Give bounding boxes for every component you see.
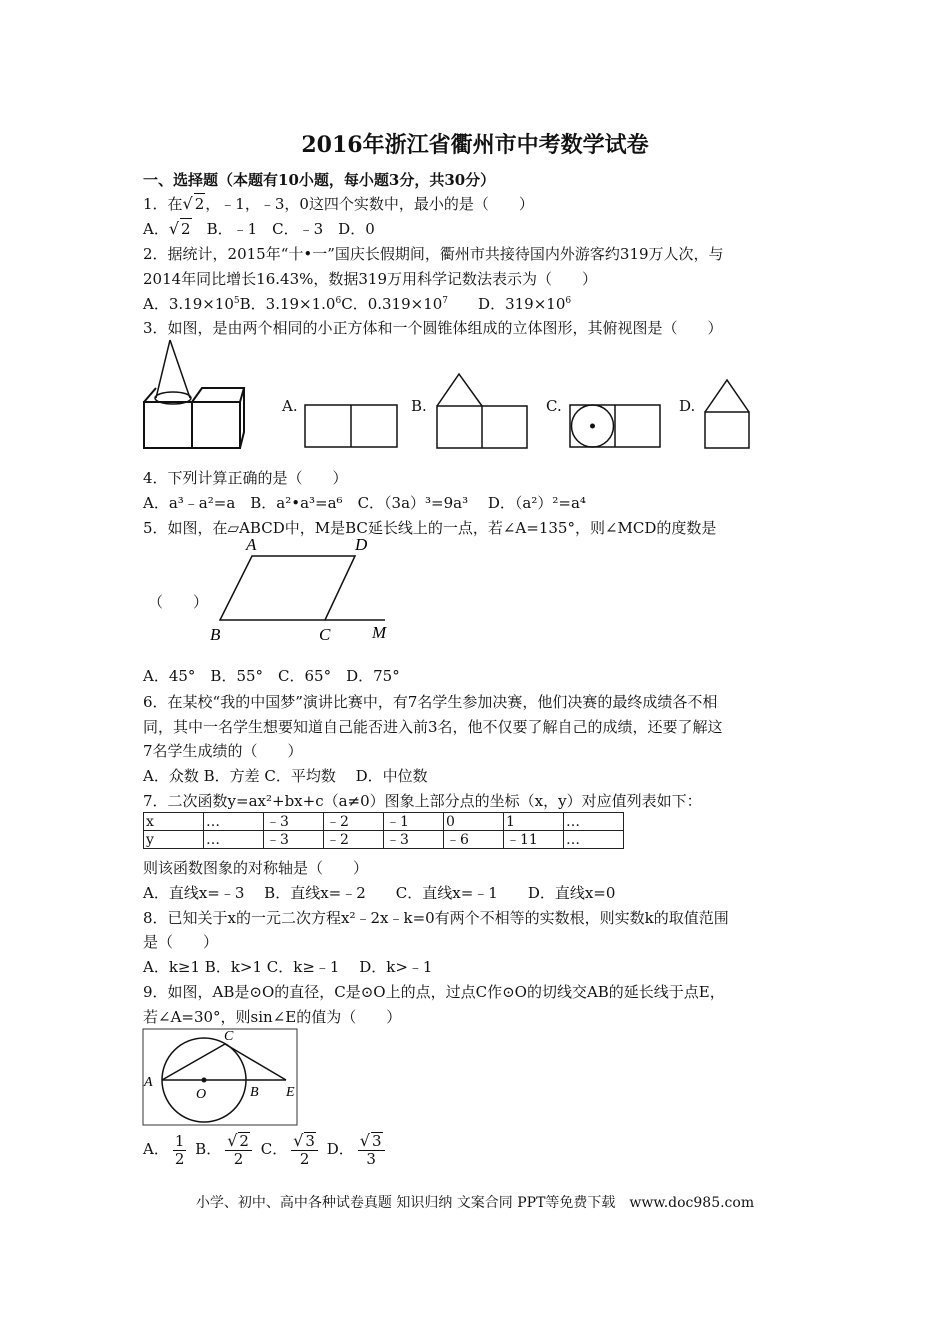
point-label-b: B xyxy=(250,1085,259,1100)
q3-solid-figure xyxy=(140,336,250,452)
question-1-options: A．√ 2 B．﹣1 C．﹣3 D．0 xyxy=(143,219,375,238)
question-2-line1: 2．据统计，2015年“十•一”国庆长假期间，衢州市共接待国内外游客约319万人次，与 xyxy=(143,245,724,263)
q3-option-c-figure xyxy=(569,404,663,450)
point-label-c: C xyxy=(224,1029,234,1044)
point-label-a: A xyxy=(144,1075,153,1090)
point-label-c: C xyxy=(319,625,331,644)
point-label-b: B xyxy=(210,625,221,644)
question-4-options: A．a³﹣a²=a B．a²•a³=a⁶ C．（3a）³=9a³ D．（a²）²=a⁴ xyxy=(143,494,586,512)
question-6-options: A．众数 B．方差 C．平均数 D．中位数 xyxy=(143,767,428,785)
q3-option-d-figure xyxy=(704,378,752,450)
q3-option-b-label: B. xyxy=(411,397,427,415)
page-title: 2016年浙江省衢州市中考数学试卷 xyxy=(301,132,649,158)
question-8-line2: 是（ ） xyxy=(143,933,219,951)
q3-option-d-label: D. xyxy=(679,397,696,415)
question-7-ask: 则该函数图象的对称轴是（ ） xyxy=(143,859,369,877)
question-2-line2: 2014年同比增长16.43%，数据319万用科学记数法表示为（ ） xyxy=(143,270,598,288)
q9-circle-figure xyxy=(140,1026,300,1128)
question-3: 3．如图，是由两个相同的小正方体和一个圆锥体组成的立体图形，其俯视图是（ ） xyxy=(143,319,723,337)
question-6-line3: 7名学生成绩的（ ） xyxy=(143,742,303,760)
page-footer: 小学、初中、高中各种试卷真题 知识归纳 文案合同 PPT等免费下载 www.doc985.com xyxy=(195,1195,755,1211)
section-heading: 一、选择题（本题有10小题，每小题3分，共30分） xyxy=(143,171,496,189)
question-4: 4．下列计算正确的是（ ） xyxy=(143,469,348,487)
q5-parallelogram-figure xyxy=(200,534,410,650)
point-label-o: O xyxy=(196,1087,207,1102)
table-row-x: x … ﹣3 ﹣2 ﹣1 0 1 … xyxy=(144,813,624,831)
question-6-line1: 6．在某校“我的中国梦”演讲比赛中，有7名学生参加决赛，他们决赛的最终成绩各不相 xyxy=(143,693,718,711)
q3-option-b-figure xyxy=(436,370,530,450)
q3-option-c-label: C. xyxy=(546,397,562,415)
question-5-options: A．45° B．55° C．65° D．75° xyxy=(143,667,400,685)
question-6-line2: 同，其中一名学生想要知道自己能否进入前3名，他不仅要了解自己的成绩，还要了解这 xyxy=(143,718,723,736)
question-5-paren: （ ） xyxy=(148,593,209,611)
point-label-m: M xyxy=(372,623,387,642)
question-8-options: A．k≥1 B．k>1 C．k≥﹣1 D．k>﹣1 xyxy=(143,958,433,976)
point-label-e: E xyxy=(286,1085,295,1100)
table-row-y: y … ﹣3 ﹣2 ﹣3 ﹣6 ﹣11 … xyxy=(144,831,624,849)
point-label-a: A xyxy=(246,535,257,554)
question-1: 1．在√ 2，﹣1，﹣3，0这四个实数中，最小的是（ ） xyxy=(143,194,534,213)
question-2-options: A．$3.19\times 10^5B$．$3.19\times 1.0^6C$．$0.319\times 10^7$ D．$319\times 10^6$ xyxy=(143,295,572,313)
question-8-line1: 8．已知关于x的一元二次方程x²﹣2x﹣k=0有两个不相等的实数根，则实数k的取值范围 xyxy=(143,909,729,927)
question-9-options: A． $\frac{1}{2}$ B． $\frac{√ 2}{2}$ C． $\frac{√ 3}{2}$ D． $\frac{√ 3}{3}$ xyxy=(143,1130,389,1168)
question-7: 7．二次函数y=ax²+bx+c（a≠0）图象上部分点的坐标（x，y）对应值列表如下： xyxy=(143,792,702,810)
question-9-line2: 若∠A=30°，则sin∠E的值为（ ） xyxy=(143,1008,402,1026)
point-label-d: D xyxy=(355,535,368,554)
q3-option-a-label: A. xyxy=(282,397,298,415)
q3-option-a-figure xyxy=(304,404,400,450)
question-7-options: A．直线x=﹣3 B．直线x=﹣2 C．直线x=﹣1 D．直线x=0 xyxy=(143,884,616,902)
question-5: 5．如图，在▱ABCD中，M是BC延长线上的一点，若∠A=135°，则∠MCD的度数是 xyxy=(143,519,717,537)
value-table xyxy=(143,812,624,849)
question-9-line1: 9．如图，AB是⊙O的直径，C是⊙O上的点，过点C作⊙O的切线交AB的延长线于点E， xyxy=(143,983,725,1001)
